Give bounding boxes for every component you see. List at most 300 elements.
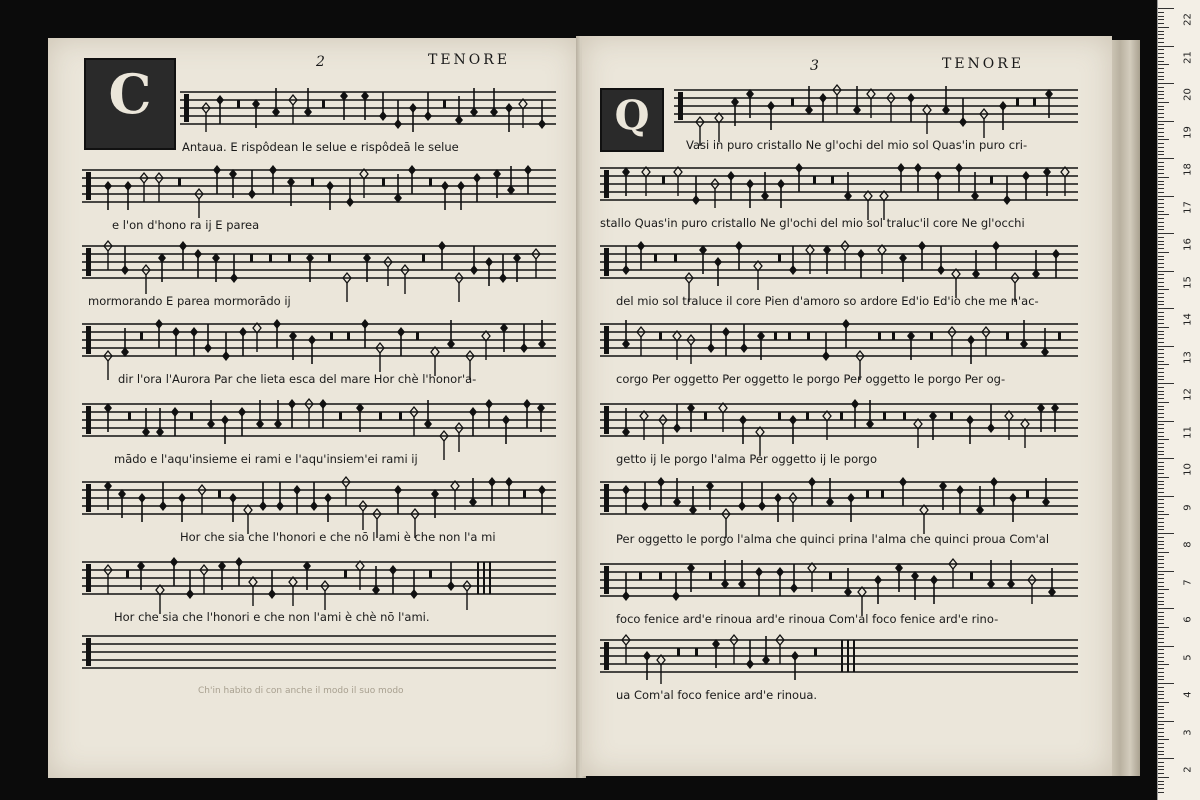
music-note xyxy=(104,181,112,210)
music-note xyxy=(754,261,762,290)
music-note xyxy=(470,246,478,275)
music-note xyxy=(1003,176,1011,205)
music-note xyxy=(422,254,425,262)
ruler-tick xyxy=(1158,409,1164,410)
show-through-text: Ch'in habito di con anche il modo il suo modo xyxy=(198,686,404,696)
music-note xyxy=(499,254,507,283)
clef-mark xyxy=(604,170,609,198)
music-note xyxy=(654,254,657,262)
ruler-tick xyxy=(1158,649,1164,650)
ruler-tick xyxy=(1158,154,1164,155)
clef-mark xyxy=(86,326,91,354)
ruler-tick xyxy=(1158,646,1174,647)
music-note xyxy=(956,485,964,514)
ruler-tick xyxy=(1158,293,1164,294)
music-note xyxy=(250,254,253,262)
clef-mark xyxy=(604,326,609,354)
lyric-line: stallo Quas'in puro cristallo Ne gl'ochi del mio sol traluc'il core Ne gl'occhi xyxy=(600,216,1025,230)
music-note xyxy=(126,570,129,578)
music-note xyxy=(795,163,803,192)
music-note xyxy=(140,332,143,340)
music-note xyxy=(923,105,931,134)
ruler-number: 11 xyxy=(1182,425,1194,439)
music-note xyxy=(774,332,777,340)
music-note xyxy=(840,412,843,420)
ruler-tick xyxy=(1158,559,1164,560)
lyric-line: dir l'ora l'Aurora Par che lieta esca del mare Hor chè l'honor'a- xyxy=(118,372,477,386)
ruler-tick xyxy=(1158,552,1169,553)
clef-mark xyxy=(604,642,609,670)
music-note xyxy=(379,92,387,121)
music-note xyxy=(269,254,272,262)
ruler-tick xyxy=(1158,166,1164,167)
ruler-tick xyxy=(1158,751,1164,752)
ruler-tick xyxy=(1158,702,1169,703)
ruler-tick xyxy=(1158,76,1164,77)
ruler-tick xyxy=(1158,413,1164,414)
music-note xyxy=(622,572,630,601)
music-note xyxy=(788,332,791,340)
ruler-tick xyxy=(1158,353,1164,354)
music-note xyxy=(457,181,465,210)
page-number: 3 xyxy=(810,58,819,74)
music-note xyxy=(622,485,630,514)
music-note xyxy=(677,648,680,656)
ruler-tick xyxy=(1158,754,1164,755)
ruler-tick xyxy=(1158,244,1164,245)
music-note xyxy=(778,254,781,262)
ruler-tick xyxy=(1158,679,1164,680)
music-note xyxy=(657,655,665,684)
ruler-tick xyxy=(1158,109,1164,110)
music-note xyxy=(410,570,418,599)
ruler-tick xyxy=(1158,184,1164,185)
ruler-tick xyxy=(1158,792,1164,793)
ruler-tick xyxy=(1158,361,1164,362)
music-note xyxy=(659,572,662,580)
right-page xyxy=(582,36,1112,776)
ruler-tick xyxy=(1158,106,1164,107)
music-note xyxy=(847,493,855,522)
music-note xyxy=(222,332,230,361)
ruler-tick xyxy=(1158,31,1164,32)
clef-mark xyxy=(604,566,609,594)
clef-mark xyxy=(86,638,91,666)
ruler-tick xyxy=(1158,391,1164,392)
ruler-tick xyxy=(1158,79,1164,80)
music-note xyxy=(216,95,224,124)
ruler-tick xyxy=(1158,203,1164,204)
ruler-tick xyxy=(1158,477,1169,478)
ruler-tick xyxy=(1158,529,1164,530)
ruler-tick xyxy=(1158,687,1164,688)
music-note xyxy=(538,485,546,514)
music-note xyxy=(874,575,882,604)
lyric-line: Per oggetto le porgo l'alma che quinci prina l'alma che quinci proua Com'al xyxy=(616,532,1050,546)
ruler-tick xyxy=(1158,61,1164,62)
ruler-tick xyxy=(1158,94,1164,95)
music-note xyxy=(692,176,700,205)
ruler-tick xyxy=(1158,571,1174,572)
ruler-tick xyxy=(1158,732,1164,733)
music-note xyxy=(907,93,915,122)
music-note xyxy=(186,570,194,599)
music-note xyxy=(778,412,781,420)
music-note xyxy=(311,178,314,186)
ruler-tick xyxy=(1158,631,1164,632)
ruler-tick xyxy=(1158,327,1169,328)
music-note xyxy=(791,98,794,106)
music-note xyxy=(204,324,212,353)
right-page-edges xyxy=(1110,40,1140,776)
ruler-tick xyxy=(1158,661,1164,662)
music-note xyxy=(767,101,775,130)
ruler-tick xyxy=(1158,34,1164,35)
music-note xyxy=(382,178,385,186)
ruler-tick xyxy=(1158,132,1164,133)
music-note xyxy=(722,327,730,356)
ruler-tick xyxy=(1158,368,1164,369)
ruler-tick xyxy=(1158,211,1164,212)
ruler-tick xyxy=(1158,46,1174,47)
lyric-line: ua Com'al foco fenice ard'e rinoua. xyxy=(616,688,818,702)
music-note xyxy=(269,165,277,194)
ruler-tick xyxy=(1158,739,1169,740)
music-note xyxy=(930,575,938,604)
music-note xyxy=(429,178,432,186)
music-note xyxy=(851,399,859,428)
ruler-tick xyxy=(1158,563,1164,564)
music-note xyxy=(709,572,712,580)
music-note xyxy=(248,170,256,199)
ruler-number: 14 xyxy=(1182,313,1194,326)
ruler-tick xyxy=(1158,297,1164,298)
ruler-tick xyxy=(1158,436,1164,437)
music-note xyxy=(505,103,513,132)
music-note xyxy=(289,577,297,606)
ruler-tick xyxy=(1158,507,1164,508)
ruler-tick xyxy=(1158,612,1164,613)
ruler-tick xyxy=(1158,582,1164,583)
ruler-tick xyxy=(1158,316,1164,317)
ruler-tick xyxy=(1158,23,1164,24)
ruler-tick xyxy=(1158,121,1174,122)
clef-mark xyxy=(86,172,91,200)
music-note xyxy=(1021,419,1029,448)
ruler-tick xyxy=(1158,769,1164,770)
ruler-tick xyxy=(1158,788,1164,789)
ruler-tick xyxy=(1158,128,1164,129)
ruler-tick xyxy=(1158,286,1164,287)
music-note xyxy=(622,246,630,275)
music-note xyxy=(813,176,816,184)
music-note xyxy=(746,179,754,208)
ruler-tick xyxy=(1158,267,1164,268)
ruler-tick xyxy=(1158,616,1164,617)
music-note xyxy=(523,399,531,428)
ruler-tick xyxy=(1158,113,1164,114)
music-note xyxy=(777,179,785,208)
ruler-tick xyxy=(1158,263,1164,264)
music-note xyxy=(930,332,933,340)
ruler-tick xyxy=(1158,331,1164,332)
ruler-tick xyxy=(1158,394,1164,395)
ruler-tick xyxy=(1158,147,1164,148)
ruler-tick xyxy=(1158,259,1164,260)
music-note xyxy=(704,412,707,420)
ruler-tick xyxy=(1158,683,1174,684)
music-note xyxy=(485,399,493,428)
ruler-tick xyxy=(1158,758,1174,759)
ruler-tick xyxy=(1158,334,1164,335)
ruler-tick xyxy=(1158,233,1174,234)
ruler-tick xyxy=(1158,514,1169,515)
ruler-tick xyxy=(1158,424,1164,425)
music-note xyxy=(1052,249,1060,278)
ruler-number: 9 xyxy=(1182,503,1194,511)
music-note xyxy=(179,241,187,270)
ruler-tick xyxy=(1158,16,1164,17)
music-note xyxy=(397,327,405,356)
ruler-tick xyxy=(1158,597,1164,598)
music-note xyxy=(639,572,642,580)
music-note xyxy=(637,241,645,270)
music-note xyxy=(774,493,782,522)
music-note xyxy=(310,482,318,511)
lyric-line: Hor che sia che l'honori e che nō l'ami è che non l'a mi xyxy=(180,530,496,544)
music-note xyxy=(892,332,895,340)
ruler-tick xyxy=(1158,694,1164,695)
ruler-number: 13 xyxy=(1182,350,1194,364)
ruler-tick xyxy=(1158,49,1164,50)
ruler-tick xyxy=(1158,623,1164,624)
music-note xyxy=(920,505,928,534)
ruler-number: 22 xyxy=(1182,13,1194,26)
music-note xyxy=(288,399,296,428)
ruler-tick xyxy=(1158,68,1164,69)
ruler-number: 7 xyxy=(1182,578,1194,586)
ruler-tick xyxy=(1158,698,1164,699)
music-note xyxy=(866,490,869,498)
ruler-tick xyxy=(1158,717,1164,718)
music-note xyxy=(672,572,680,601)
ruler-tick xyxy=(1158,496,1174,497)
music-note xyxy=(738,482,746,511)
music-note xyxy=(822,332,830,361)
decorated-initial-q: Q xyxy=(600,88,664,152)
ruler-tick xyxy=(1158,289,1169,290)
ruler-tick xyxy=(1158,162,1164,163)
music-note xyxy=(293,485,301,514)
ruler-tick xyxy=(1158,218,1164,219)
music-note xyxy=(990,477,998,506)
ruler-number: 10 xyxy=(1182,463,1194,476)
ruler-tick xyxy=(1158,691,1164,692)
ruler-tick xyxy=(1158,207,1164,208)
lyric-line: del mio sol traluce il core Pien d'amoro so ardore Ed'io Ed'io che me n'ac- xyxy=(616,294,1039,308)
ruler-tick xyxy=(1158,136,1164,137)
music-note xyxy=(918,241,926,270)
music-note xyxy=(1058,332,1061,340)
ruler-tick xyxy=(1158,379,1164,380)
music-note xyxy=(324,493,332,522)
ruler-tick xyxy=(1158,522,1164,523)
ruler-tick xyxy=(1158,282,1164,283)
ruler-tick xyxy=(1158,462,1164,463)
music-note xyxy=(695,648,698,656)
lyric-line: corgo Per oggetto Per oggetto le porgo Per oggetto le porgo Per og- xyxy=(616,372,1006,386)
music-note xyxy=(344,570,347,578)
ruler-tick xyxy=(1158,469,1164,470)
music-note xyxy=(330,332,333,340)
music-note xyxy=(657,477,665,506)
ruler-number: 2 xyxy=(1182,766,1194,773)
ruler-tick xyxy=(1158,574,1164,575)
clef-mark xyxy=(604,248,609,276)
ruler-number: 20 xyxy=(1182,88,1194,101)
ruler-tick xyxy=(1158,256,1164,257)
music-note xyxy=(194,249,202,278)
music-note xyxy=(268,570,276,599)
ruler-tick xyxy=(1158,762,1164,763)
ruler-tick xyxy=(1158,709,1164,710)
ruler-tick xyxy=(1158,473,1164,474)
music-note xyxy=(178,493,186,522)
music-note xyxy=(424,92,432,121)
music-note xyxy=(238,407,246,436)
music-note xyxy=(538,100,546,129)
music-note xyxy=(409,103,417,132)
decorated-initial-c: C xyxy=(84,58,176,150)
ruler-tick xyxy=(1158,19,1164,20)
music-note xyxy=(806,412,809,420)
music-note xyxy=(1022,171,1030,200)
ruler-tick xyxy=(1158,364,1169,365)
ruler-tick xyxy=(1158,87,1164,88)
ruler-tick xyxy=(1158,72,1164,73)
ruler-tick xyxy=(1158,53,1164,54)
page-number: 2 xyxy=(316,54,325,70)
ruler-tick xyxy=(1158,653,1164,654)
ruler-tick xyxy=(1158,537,1164,538)
ruler-tick xyxy=(1158,229,1164,230)
ruler-tick xyxy=(1158,12,1164,13)
music-note xyxy=(819,93,827,122)
music-note xyxy=(273,319,281,348)
ruler-tick xyxy=(1158,586,1164,587)
music-note xyxy=(883,412,886,420)
ruler-tick xyxy=(1158,447,1164,448)
ruler-tick xyxy=(1158,173,1164,174)
music-note xyxy=(347,332,350,340)
ruler-tick xyxy=(1158,278,1164,279)
music-note xyxy=(755,567,763,596)
music-note xyxy=(937,246,945,275)
ruler-tick xyxy=(1158,736,1164,737)
ruler-tick xyxy=(1158,349,1164,350)
music-note xyxy=(714,257,722,286)
music-note xyxy=(959,98,967,127)
music-note xyxy=(218,490,221,498)
clef-mark xyxy=(86,248,91,276)
music-note xyxy=(502,415,510,444)
ruler-tick xyxy=(1158,8,1174,9)
music-note xyxy=(319,399,327,428)
ruler-tick xyxy=(1158,526,1164,527)
ruler-tick xyxy=(1158,421,1174,422)
music-note xyxy=(643,651,651,680)
ruler-tick xyxy=(1158,676,1164,677)
music-note xyxy=(727,171,735,200)
voice-header: TENORE xyxy=(942,56,1025,72)
music-note xyxy=(831,176,834,184)
ruler-tick xyxy=(1158,226,1164,227)
clef-mark xyxy=(86,406,91,434)
ruler-tick xyxy=(1158,151,1164,152)
music-note xyxy=(155,319,163,348)
ruler-tick xyxy=(1158,214,1169,215)
music-note xyxy=(124,181,132,210)
lyric-line: Hor che sia che l'honori e che non l'ami è chè nō l'ami. xyxy=(114,610,430,624)
music-note xyxy=(170,557,178,586)
music-note xyxy=(469,407,477,436)
music-note xyxy=(1016,98,1019,106)
ruler-tick xyxy=(1158,428,1164,429)
music-note xyxy=(213,165,221,194)
music-note xyxy=(523,490,526,498)
music-note xyxy=(339,412,342,420)
ruler-tick xyxy=(1158,383,1174,384)
music-note xyxy=(807,332,810,340)
music-note xyxy=(399,412,402,420)
music-note xyxy=(881,490,884,498)
ruler-tick xyxy=(1158,466,1164,467)
ruler-tick xyxy=(1158,252,1169,253)
ruler-tick xyxy=(1158,541,1164,542)
ruler-tick xyxy=(1158,319,1164,320)
music-note xyxy=(190,327,198,356)
ruler-tick xyxy=(1158,747,1164,748)
music-note xyxy=(230,254,238,283)
ruler-tick xyxy=(1158,192,1164,193)
ruler-number: 21 xyxy=(1182,50,1194,64)
ruler-tick xyxy=(1158,589,1169,590)
music-note xyxy=(394,485,402,514)
music-note xyxy=(899,477,907,506)
music-note xyxy=(707,324,715,353)
ruler-tick xyxy=(1158,503,1164,504)
music-note xyxy=(128,412,131,420)
music-note xyxy=(966,415,974,444)
ruler-number: 16 xyxy=(1182,238,1194,251)
music-note xyxy=(990,176,993,184)
ruler-tick xyxy=(1158,387,1164,388)
ruler-tick xyxy=(1158,556,1164,557)
clef-mark xyxy=(86,484,91,512)
ruler-tick xyxy=(1158,439,1169,440)
music-note xyxy=(520,324,528,353)
music-note xyxy=(999,101,1007,130)
ruler-tick xyxy=(1158,406,1164,407)
music-note xyxy=(443,100,446,108)
music-note xyxy=(221,415,229,444)
ruler-tick xyxy=(1158,38,1164,39)
ruler-tick xyxy=(1158,139,1169,140)
ruler-tick xyxy=(1158,443,1164,444)
music-note xyxy=(473,173,481,202)
ruler-tick xyxy=(1158,376,1164,377)
ruler-tick xyxy=(1158,484,1164,485)
